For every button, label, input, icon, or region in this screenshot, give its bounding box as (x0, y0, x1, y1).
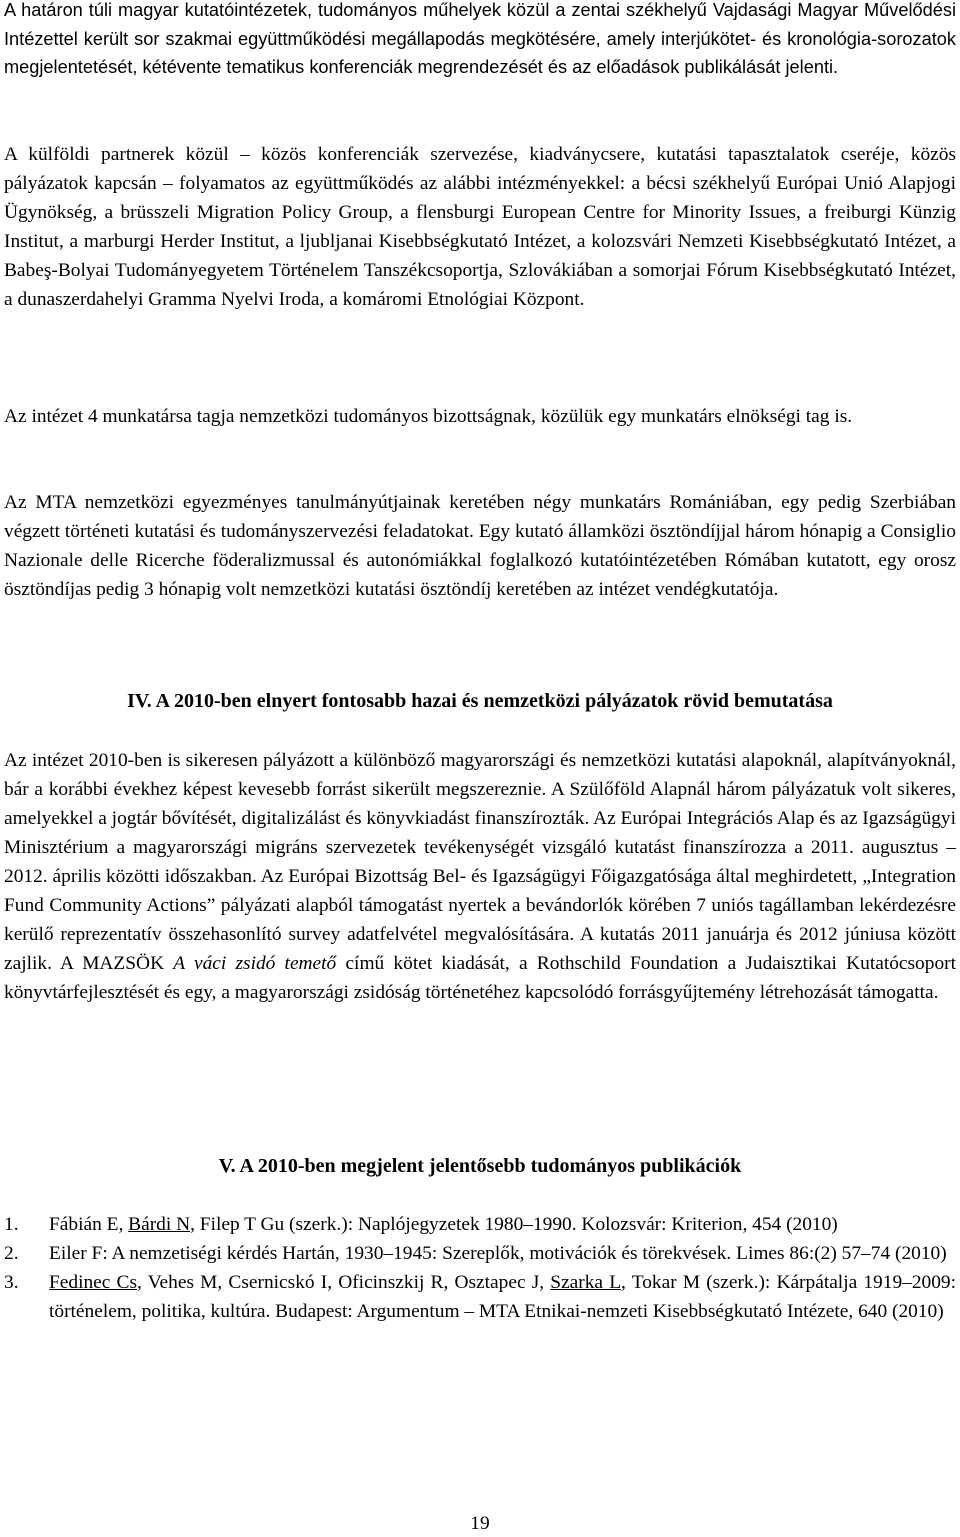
author-link: Szarka L (550, 1272, 622, 1293)
section-heading-publications: V. A 2010-ben megjelent jelentősebb tudományos publikációk (218, 1155, 742, 1177)
publication-list (4, 1210, 956, 1326)
author-link: Fedinec Cs (49, 1272, 138, 1293)
page-number: 19 (470, 1513, 490, 1534)
list-item (4, 1210, 956, 1239)
list-item-number: 3. (4, 1272, 19, 1293)
paragraph-grants (4, 746, 956, 1007)
author-link: Bárdi N (128, 1214, 191, 1235)
ref-text: Eiler F: A nemzetiségi kérdés Hartán, 1930–1945: Szereplők, motivációk és törekvések. Limes 86:(2) 57–74 (2010) (49, 1243, 947, 1264)
book-title-italic: A váci zsidó temető (173, 953, 337, 974)
ref-text: , Vehes M, Csernicskó I, Oficinszkij R, Osztapec J, (137, 1272, 551, 1293)
list-item-number: 2. (4, 1243, 19, 1264)
paragraph-partnerships-foreign: A külföldi partnerek közül – közös konferenciák szervezése, kiadványcsere, kutatási tapasztalatok cseréje, közös pályázatok kapcsán – folyamatos az együttműködés az alábbi intézményekkel: a bécsi székhelyű Európai Unió Alapjogi Ügynökség, a brüsszeli Migration Policy Group, a flensburgi European Centre for Minority Issues, a freiburgi Künzig Institut, a marburgi Herder Institut, a ljubljanai Kisebbségkutató Intézet, a kolozsvári Nemzeti Kisebbségkutató Intézet, a Babeş-Bolyai Tudományegyetem Történelem Tanszékcsoportja, Szlovákiában a somorjai Fórum Kisebbségkutató Intézet, a dunaszerdahelyi Gramma Nyelvi Iroda, a komáromi Etnológiai Központ. (4, 144, 956, 310)
grants-text-part-1: Az intézet 2010-ben is sikeresen pályázott a különböző magyarországi és nemzetközi kutatási alapoknál, alapítványoknál, bár a korábbi évekhez képest kevesebb forrást sikerült megszereznie. A Szülőföld Alapnál három pályázatuk volt sikeres, amelyekkel a jogtár bővítését, digitalizálást és könyvkiadást finanszírozták. Az Európai Integrációs Alap és az Igazságügyi Minisztérium a magyarországi migráns szervezetek tevékenységét vizsgáló kutatást finanszírozza a 2011. augusztus – 2012. április közötti időszakban. Az Európai Bizottság Bel- és Igazságügyi Főigazgatósága által meghirdetett, „Integration Fund Community Actions” pályázati alapból támogatást nyertek a bevándorlók körében 7 uniós tagállamban lekérdezésre kerülő reprezentatív összehasonlító survey adatfelvétel megvalósítására. A kutatás 2011 januárja és 2012 júniusa között zajlik. A MAZSÖK (4, 750, 956, 974)
list-item-number: 1. (4, 1214, 19, 1235)
ref-text: Fábián E, (49, 1214, 129, 1235)
list-item (4, 1268, 956, 1326)
paragraph-study-trips: Az MTA nemzetközi egyezményes tanulmányútjainak keretében négy munkatárs Romániában, egy pedig Szerbiában végzett történeti kutatási és tudományszervezési feladatokat. Egy kutató államközi ösztöndíjjal három hónapig a Consiglio Nazionale delle Ricerche föderalizmussal és autonómiákkal foglalkozó kutatóintézetében Rómában kutatott, egy orosz ösztöndíjas pedig 3 hónapig volt nemzetközi kutatási ösztöndíj keretében az intézet vendégkutatója. (4, 492, 956, 600)
ref-text: , Filep T Gu (szerk.): Naplójegyzetek 1980–1990. Kolozsvár: Kriterion, 454 (2010) (190, 1214, 838, 1235)
ref-text: , Tokar M (szerk.): Kárpátalja 1919–2009: történelem, politika, kultúra. Budapest: Argumentum – MTA Etnikai-nemzeti Kisebbségkutató Intézete, 640 (2010) (49, 1272, 957, 1322)
section-heading-grants: IV. A 2010-ben elnyert fontosabb hazai és nemzetközi pályázatok rövid bemutatása (127, 690, 833, 712)
list-item (4, 1239, 956, 1268)
grants-text-part-2: című kötet kiadását, a Rothschild Foundation a Judaisztikai Kutatócsoport könyvtárfejlesztését és egy, a magyarországi zsidóság történetéhez kapcsolódó forrásgyűjtemény létrehozását támogatta. (4, 953, 956, 1003)
paragraph-committee-members: Az intézet 4 munkatársa tagja nemzetközi tudományos bizottságnak, közülük egy munkatárs elnökségi tag is. (4, 406, 853, 427)
paragraph-partnerships-domestic: A határon túli magyar kutatóintézetek, tudományos műhelyek közül a zentai székhelyű Vajdasági Magyar Művelődési Intézettel került sor szakmai együttműködési megállapodás megkötésére, amely interjúkötet- és kronológia-sorozatok megjelentetését, kétévente tematikus konferenciák megrendezését és az előadások publikálását jelenti. (4, 0, 956, 77)
